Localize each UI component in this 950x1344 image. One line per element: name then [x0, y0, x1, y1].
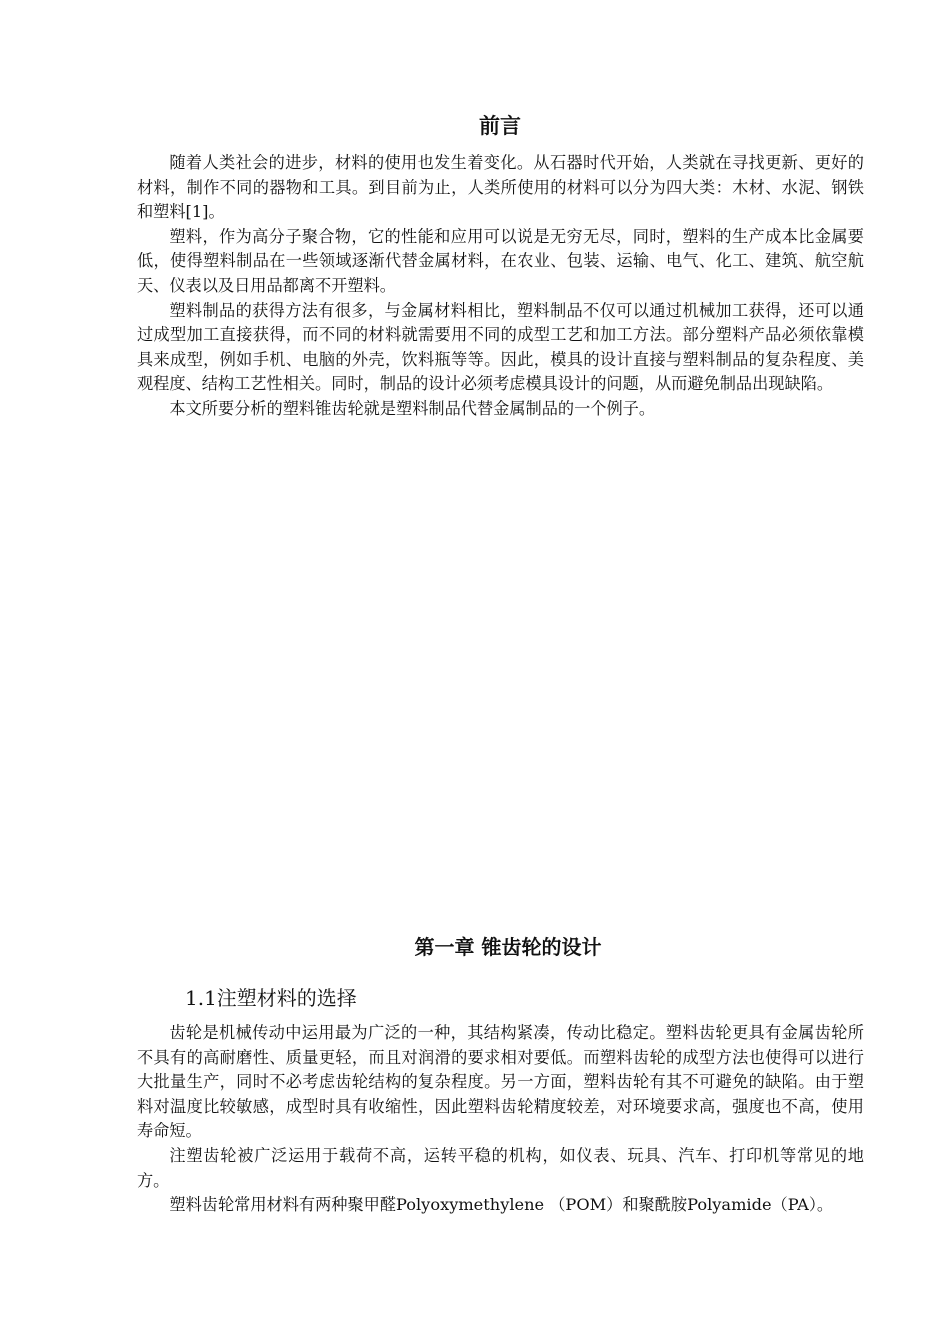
preface-paragraph: 本文所要分析的塑料锥齿轮就是塑料制品代替金属制品的一个例子。: [169, 398, 656, 418]
section-body: [137, 1021, 864, 1218]
section-paragraph: 注塑齿轮被广泛运用于载荷不高，运转平稳的机构，如仪表、玩具、汽车、打印机等常见的地方。: [137, 1145, 864, 1190]
section-paragraph: 塑料齿轮常用材料有两种聚甲醛Polyoxymethylene （POM）和聚酰胺Polyamide（PA）。: [169, 1195, 834, 1215]
chapter-title: 第一章 锥齿轮的设计: [414, 935, 602, 959]
preface-paragraph: 塑料制品的获得方法有很多，与金属材料相比，塑料制品不仅可以通过机械加工获得，还可以通过成型加工直接获得，而不同的材料就需要用不同的成型工艺和加工方法。部分塑料产品必须依靠模具来成型，例如手机、电脑的外壳，饮料瓶等等。因此，模具的设计直接与塑料制品的复杂程度、美观程度、结构工艺性相关。同时，制品的设计必须考虑模具设计的问题，从而避免制品出现缺陷。: [137, 300, 864, 394]
section-paragraph: 齿轮是机械传动中运用最为广泛的一种，其结构紧凑，传动比稳定。塑料齿轮更具有金属齿轮所不具有的高耐磨性、质量更轻，而且对润滑的要求相对要低。而塑料齿轮的成型方法也使得可以进行大批量生产，同时不必考虑齿轮结构的复杂程度。另一方面，塑料齿轮有其不可避免的缺陷。由于塑料对温度比较敏感，成型时具有收缩性，因此塑料齿轮精度较差，对环境要求高，强度也不高，使用寿命短。: [137, 1023, 864, 1141]
preface-title: 前言: [479, 114, 521, 138]
preface-paragraph: 随着人类社会的进步，材料的使用也发生着变化。从石器时代开始，人类就在寻找更新、更好的材料，制作不同的器物和工具。到目前为止，人类所使用的材料可以分为四大类：木材、水泥、钢铁和塑料[1]。: [137, 153, 864, 222]
section-title: 1.1注塑材料的选择: [185, 986, 357, 1010]
preface-body: [137, 151, 864, 422]
preface-paragraph: 塑料，作为高分子聚合物，它的性能和应用可以说是无穷无尽，同时，塑料的生产成本比金属要低，使得塑料制品在一些领域逐渐代替金属材料，在农业、包装、运输、电气、化工、建筑、航空航天、仪表以及日用品都离不开塑料。: [137, 226, 864, 295]
